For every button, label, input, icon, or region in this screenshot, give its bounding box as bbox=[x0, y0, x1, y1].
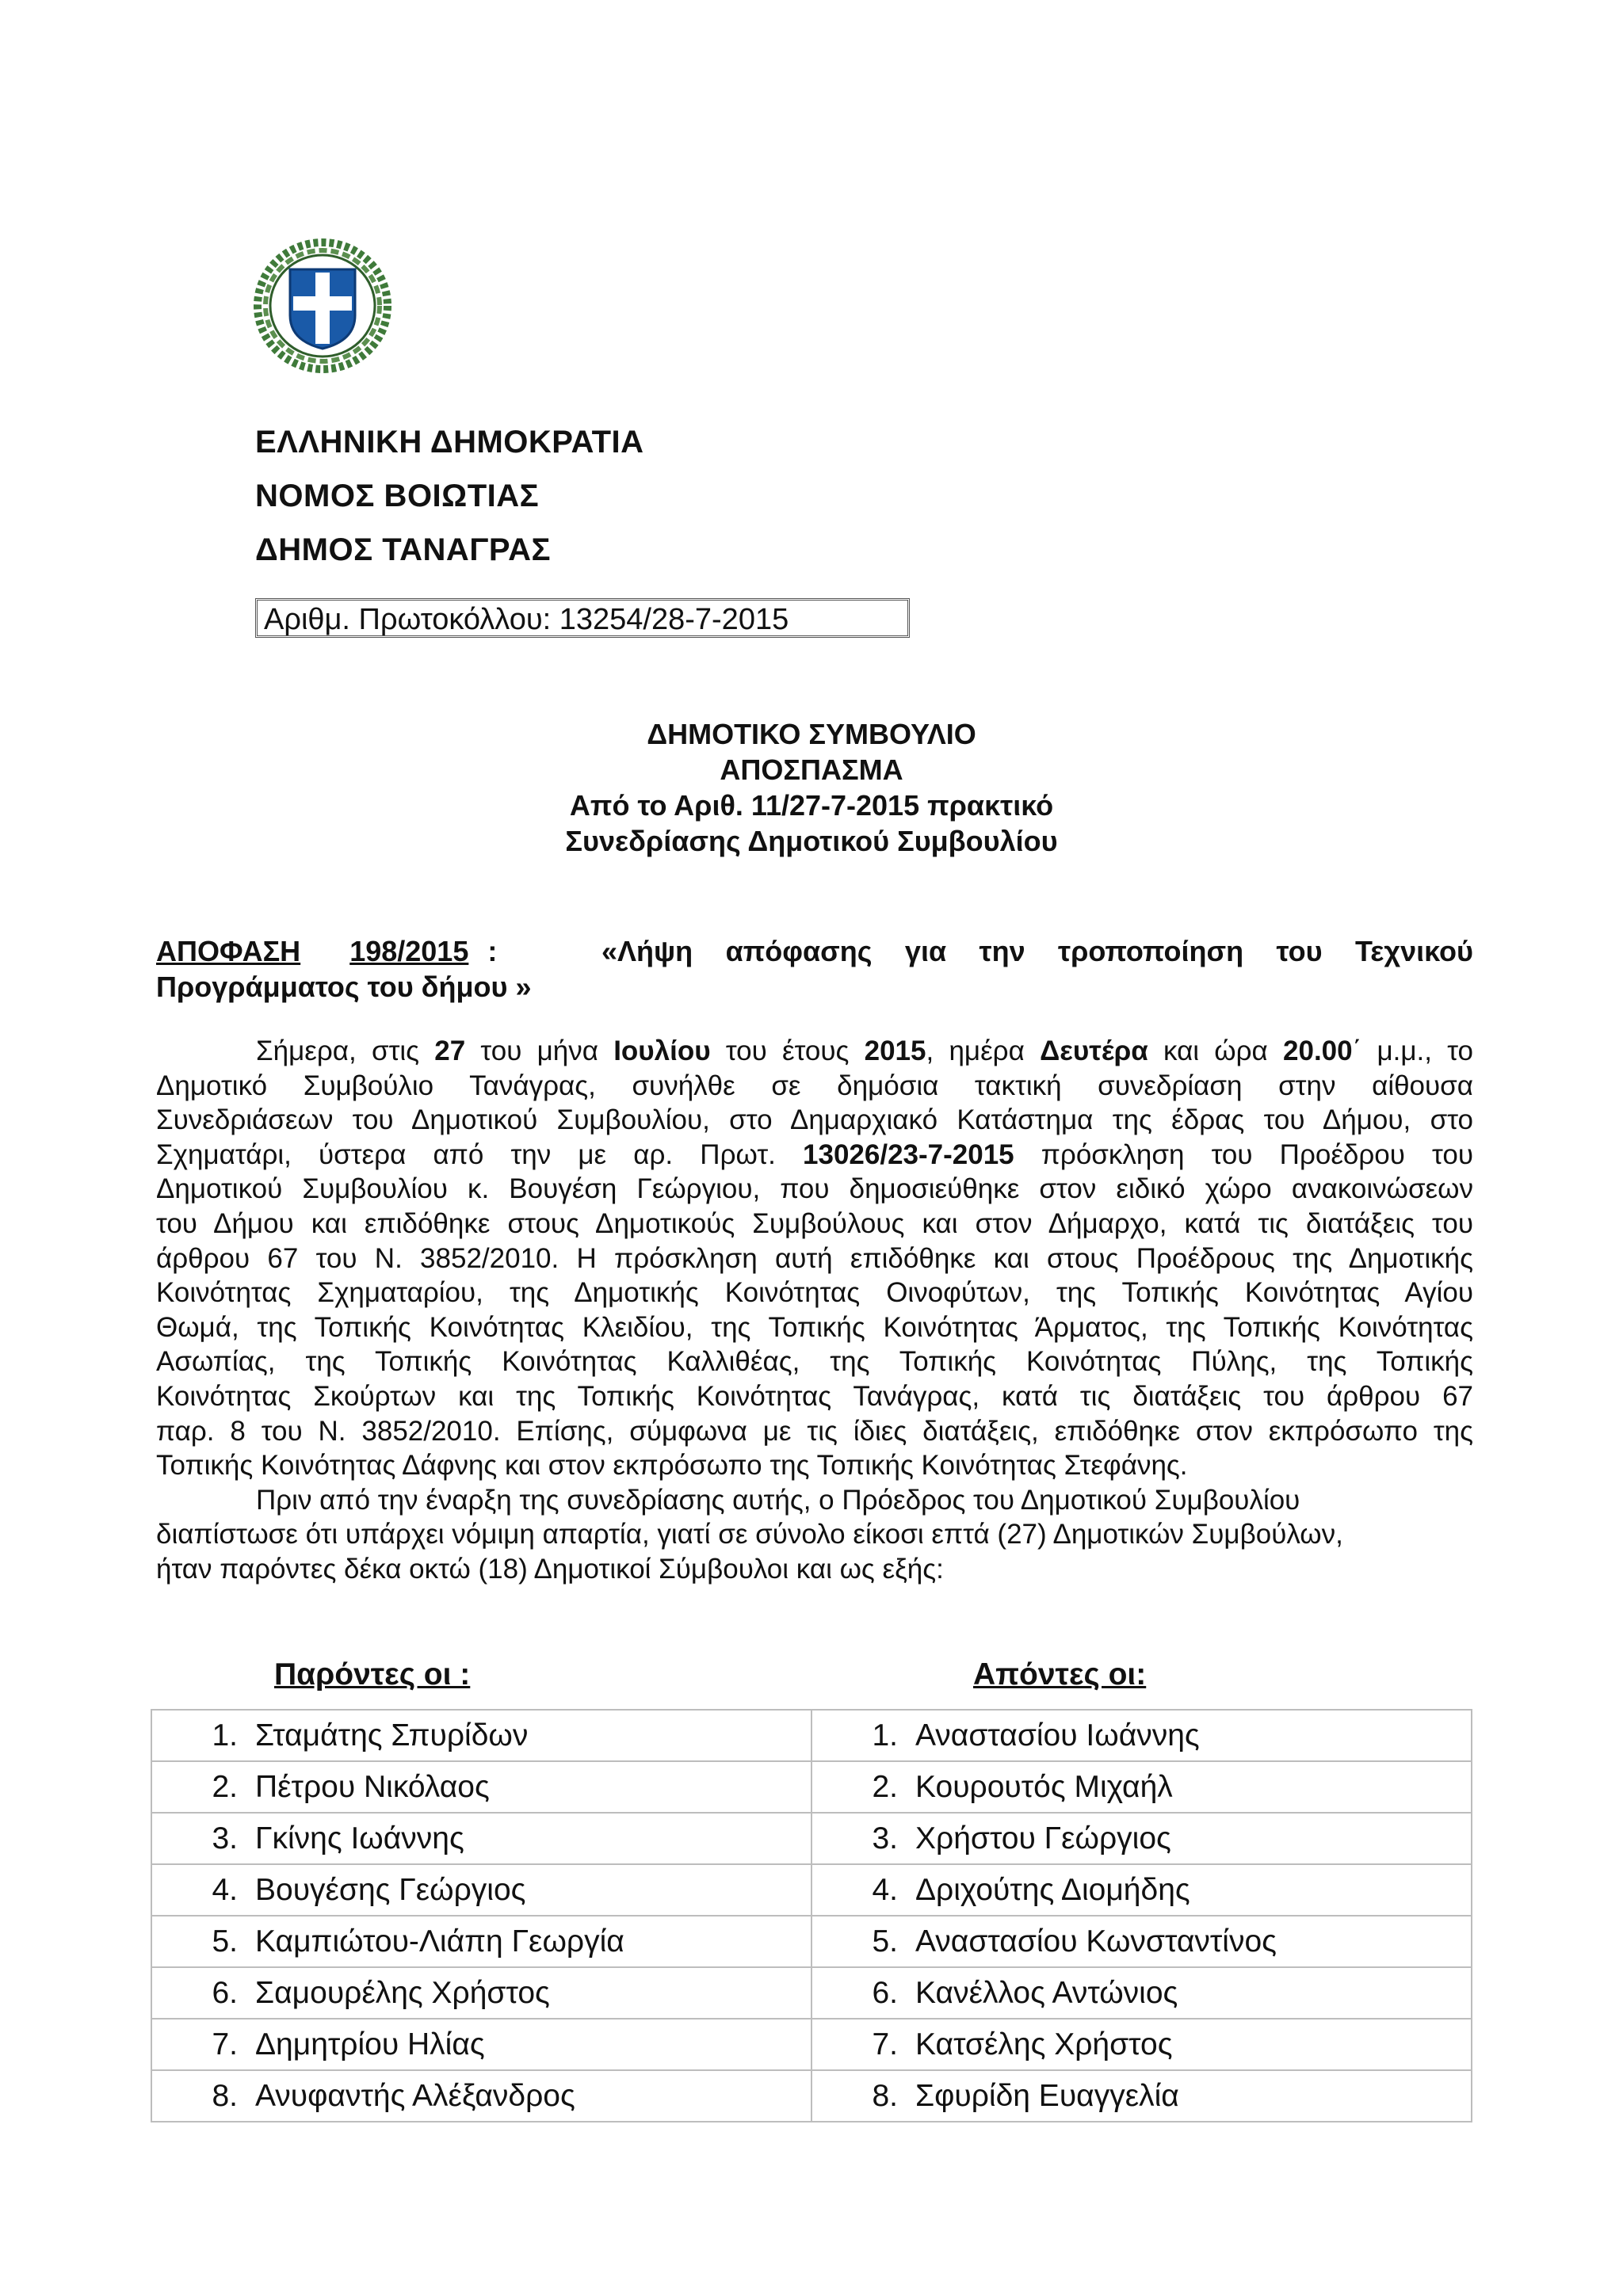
body-text: Κοινότητας Σχηματαρίου, της Δημοτικής Κοινότητας Οινοφύτων, της Τοπικής Κοινότητας Αγίου bbox=[156, 1277, 1473, 1309]
body-line: Πριν από την έναρξη της συνεδρίασης αυτής, ο Πρόεδρος του Δημοτικού Συμβουλίου bbox=[256, 1484, 1300, 1516]
body-text: Κοινότητας Σκούρτων και της Τοπικής Κοινότητας Τανάγρας, κατά τις διατάξεις του άρθρου 67 bbox=[156, 1380, 1473, 1412]
decision-title-word: τροποποίηση bbox=[1058, 935, 1244, 967]
present-member-cell bbox=[151, 1761, 812, 1813]
absent-member-name: Κατσέλης Χρήστος bbox=[915, 2027, 1173, 2061]
body-text: Δημοτικό Συμβούλιο Τανάγρας, συνήλθε σε δημόσια τακτική συνεδρίαση στην αίθουσα bbox=[156, 1070, 1473, 1101]
present-member-cell bbox=[151, 1813, 812, 1864]
decision-title-word: «Λήψη bbox=[601, 935, 693, 967]
session-title: Συνεδρίασης Δημοτικού Συμβουλίου bbox=[565, 825, 1058, 857]
decision-title-line1 bbox=[601, 933, 1473, 969]
decision-title-line2: Προγράμματος του δήμου » bbox=[156, 971, 532, 1003]
members-table bbox=[151, 1709, 1472, 2122]
list-number: 6. bbox=[212, 1975, 238, 2010]
body-line bbox=[156, 1241, 1473, 1276]
list-number: 6. bbox=[872, 1975, 898, 2010]
table-row bbox=[151, 2070, 1472, 2122]
body-line bbox=[156, 1310, 1473, 1345]
body-line bbox=[156, 1207, 1473, 1241]
decision-title-word: την bbox=[979, 935, 1025, 967]
list-number: 8. bbox=[212, 2078, 238, 2113]
list-number: 4. bbox=[212, 1872, 238, 1907]
present-member-name: Γκίνης Ιωάννης bbox=[255, 1821, 464, 1855]
absent-member-cell bbox=[812, 1916, 1472, 1967]
body-emphasis: 27 bbox=[434, 1035, 466, 1066]
present-member-name: Σαμουρέλης Χρήστος bbox=[255, 1975, 550, 2010]
paragraph-session-info bbox=[156, 1034, 1473, 1483]
absent-member-name: Δριχούτης Διομήδης bbox=[915, 1872, 1190, 1907]
absent-member-name: Κανέλλος Αντώνιος bbox=[915, 1975, 1178, 2010]
body-text: του Δήμου και επιδόθηκε στους Δημοτικούς Συμβούλους και στον Δήμαρχο, κατά τις διατάξεις του bbox=[156, 1207, 1473, 1239]
document-body bbox=[156, 1034, 1473, 1587]
absent-member-cell bbox=[812, 1967, 1472, 2019]
absent-member-cell bbox=[812, 2070, 1472, 2122]
body-emphasis: 20.00 bbox=[1283, 1035, 1353, 1066]
list-number: 8. bbox=[872, 2078, 898, 2113]
list-number: 2. bbox=[872, 1769, 898, 1804]
list-number: 5. bbox=[212, 1924, 238, 1958]
decision-label: ΑΠΟΦΑΣΗ bbox=[156, 935, 301, 967]
list-number: 2. bbox=[212, 1769, 238, 1804]
council-title: ΔΗΜΟΤΙΚΟ ΣΥΜΒΟΥΛΙΟ bbox=[647, 718, 976, 750]
body-emphasis: Δευτέρα bbox=[1040, 1035, 1148, 1066]
header-municipality: ΔΗΜΟΣ ΤΑΝΑΓΡΑΣ bbox=[255, 532, 551, 567]
body-line bbox=[156, 1276, 1473, 1310]
table-row bbox=[151, 1916, 1472, 1967]
list-number: 7. bbox=[872, 2027, 898, 2061]
body-text: και ώρα bbox=[1148, 1035, 1284, 1066]
absent-member-cell bbox=[812, 1710, 1472, 1761]
list-number: 4. bbox=[872, 1872, 898, 1907]
absent-member-cell bbox=[812, 1761, 1472, 1813]
body-text: Σχηματάρι, ύστερα από την με αρ. Πρωτ. bbox=[156, 1138, 804, 1170]
header-prefecture: ΝΟΜΟΣ ΒΟΙΩΤΙΑΣ bbox=[255, 479, 540, 513]
present-member-cell bbox=[151, 1916, 812, 1967]
body-text: , ημέρα bbox=[926, 1035, 1041, 1066]
greek-coat-of-arms-icon bbox=[252, 238, 393, 374]
list-number: 1. bbox=[872, 1718, 898, 1753]
list-number: 3. bbox=[872, 1821, 898, 1855]
body-text: Σήμερα, στις bbox=[256, 1035, 435, 1066]
protocol-number: Αριθμ. Πρωτοκόλλου: 13254/28-7-2015 bbox=[264, 603, 789, 636]
body-line bbox=[156, 1103, 1473, 1138]
table-row bbox=[151, 1710, 1472, 1761]
table-row bbox=[151, 1813, 1472, 1864]
body-text: Θωμά, της Τοπικής Κοινότητας Κλειδίου, της Τοπικής Κοινότητας Άρματος, της Τοπικής Κοινότητας bbox=[156, 1311, 1473, 1343]
present-member-name: Πέτρου Νικόλαος bbox=[255, 1769, 490, 1804]
paragraph-quorum bbox=[156, 1483, 1473, 1587]
list-number: 5. bbox=[872, 1924, 898, 1958]
body-text: Τοπικής Κοινότητας Δάφνης και στον εκπρόσωπο της Τοπικής Κοινότητας Στεφάνης. bbox=[156, 1450, 1188, 1482]
decision-title-word: απόφασης bbox=[725, 935, 873, 967]
absent-member-cell bbox=[812, 1864, 1472, 1916]
absent-member-name: Κουρουτός Μιχαήλ bbox=[915, 1769, 1173, 1804]
body-text: Ασωπίας, της Τοπικής Κοινότητας Καλλιθέας, της Τοπικής Κοινότητας Πύλης, της Τοπικής bbox=[156, 1346, 1473, 1378]
decision-number: 198/2015 bbox=[349, 935, 469, 967]
absent-member-name: Χρήστου Γεώργιος bbox=[915, 1821, 1171, 1855]
body-line bbox=[156, 1344, 1473, 1379]
present-member-cell bbox=[151, 1967, 812, 2019]
present-member-name: Δημητρίου Ηλίας bbox=[255, 2027, 485, 2061]
body-emphasis: Ιουλίου bbox=[613, 1035, 711, 1066]
present-member-name: Καμπιώτου-Λιάπη Γεωργία bbox=[255, 1924, 624, 1958]
present-member-cell bbox=[151, 2019, 812, 2070]
table-row bbox=[151, 2019, 1472, 2070]
extract-title: ΑΠΟΣΠΑΣΜΑ bbox=[720, 753, 903, 786]
body-text: Δημοτικού Συμβουλίου κ. Βουγέση Γεώργιου, που δημοσιεύθηκε στον ειδικό χώρο ανακοινώσεων bbox=[156, 1173, 1473, 1205]
cross-horizontal bbox=[293, 296, 352, 311]
decision-heading bbox=[156, 933, 1473, 1005]
decision-title-word: του bbox=[1276, 935, 1323, 967]
present-member-name: Σταμάτης Σπυρίδων bbox=[255, 1718, 529, 1753]
body-line bbox=[156, 1138, 1473, 1173]
body-text: παρ. 8 του Ν. 3852/2010. Επίσης, σύμφωνα με τις ίδιες διατάξεις, επιδόθηκε στον εκπρόσωπο της bbox=[156, 1415, 1473, 1447]
body-line: ήταν παρόντες δέκα οκτώ (18) Δημοτικοί Σύμβουλοι και ως εξής: bbox=[156, 1553, 944, 1585]
absent-member-name: Σφυρίδη Ευαγγελία bbox=[915, 2078, 1179, 2113]
body-line bbox=[156, 1172, 1473, 1207]
present-member-cell bbox=[151, 1710, 812, 1761]
body-emphasis: 13026/23-7-2015 bbox=[803, 1138, 1014, 1170]
decision-colon: : bbox=[487, 935, 498, 967]
body-text: του έτους bbox=[710, 1035, 865, 1066]
body-text: ΄ μ.μ., το bbox=[1352, 1035, 1474, 1066]
absent-member-cell bbox=[812, 1813, 1472, 1864]
body-line bbox=[156, 1448, 1473, 1483]
absent-member-cell bbox=[812, 2019, 1472, 2070]
decision-title-word: Τεχνικού bbox=[1354, 935, 1473, 967]
present-member-cell bbox=[151, 2070, 812, 2122]
present-members-heading: Παρόντες οι : bbox=[274, 1657, 471, 1691]
body-text: Συνεδριάσεων του Δημοτικού Συμβουλίου, στο Δημαρχιακό Κατάστημα της έδρας του Δήμου, στο bbox=[156, 1104, 1473, 1136]
present-member-name: Βουγέσης Γεώργιος bbox=[255, 1872, 526, 1907]
body-text: άρθρου 67 του Ν. 3852/2010. Η πρόσκληση αυτή επιδόθηκε και στους Προέδρους της Δημοτικής bbox=[156, 1242, 1473, 1274]
minutes-reference: Από το Αριθ. 11/27-7-2015 πρακτικό bbox=[569, 789, 1054, 822]
list-number: 1. bbox=[212, 1718, 238, 1753]
list-number: 3. bbox=[212, 1821, 238, 1855]
table-row bbox=[151, 1864, 1472, 1916]
absent-members-heading: Απόντες οι: bbox=[973, 1657, 1147, 1691]
present-member-name: Ανυφαντής Αλέξανδρος bbox=[255, 2078, 575, 2113]
body-line bbox=[156, 1069, 1473, 1104]
body-line bbox=[156, 1414, 1473, 1449]
body-text: του μήνα bbox=[465, 1035, 614, 1066]
table-row bbox=[151, 1761, 1472, 1813]
table-row bbox=[151, 1967, 1472, 2019]
body-line: διαπίστωσε ότι υπάρχει νόμιμη απαρτία, γιατί σε σύνολο είκοσι επτά (27) Δημοτικών Συμβούλων, bbox=[156, 1519, 1343, 1550]
header-country: ΕΛΛΗΝΙΚΗ ΔΗΜΟΚΡΑΤΙΑ bbox=[255, 425, 644, 460]
body-line bbox=[156, 1034, 1473, 1069]
absent-member-name: Αναστασίου Κωνσταντίνος bbox=[915, 1924, 1277, 1958]
decision-title-word: για bbox=[904, 935, 947, 967]
present-member-cell bbox=[151, 1864, 812, 1916]
body-emphasis: 2015 bbox=[864, 1035, 926, 1066]
absent-member-name: Αναστασίου Ιωάννης bbox=[915, 1718, 1200, 1753]
body-text: πρόσκληση του Προέδρου του bbox=[1014, 1138, 1473, 1170]
body-line bbox=[156, 1379, 1473, 1414]
protocol-number-box bbox=[255, 598, 910, 638]
list-number: 7. bbox=[212, 2027, 238, 2061]
